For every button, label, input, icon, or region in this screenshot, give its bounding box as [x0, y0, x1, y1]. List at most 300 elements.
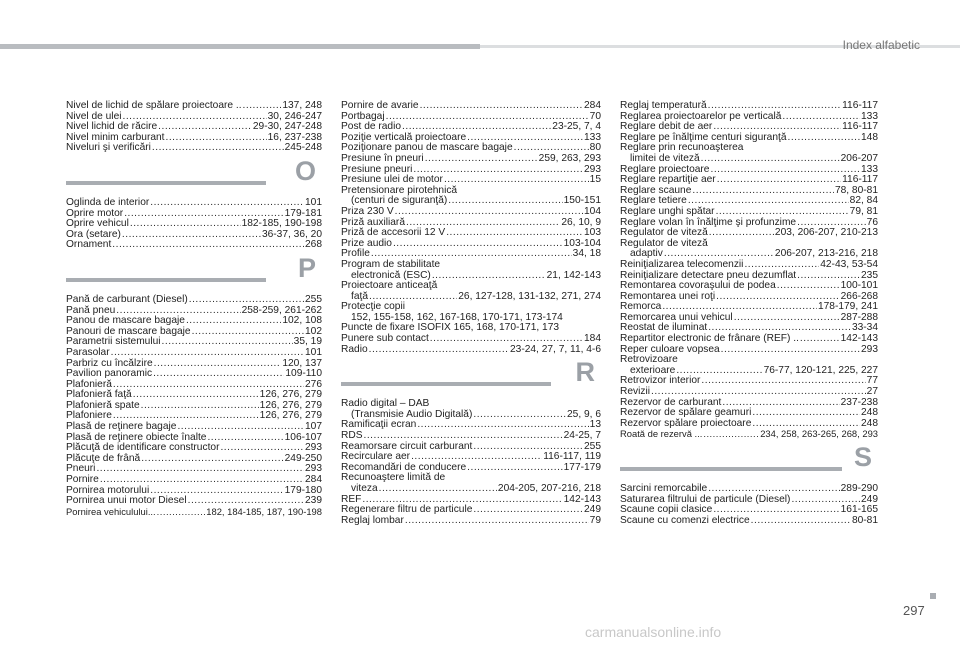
entry-name: Recirculare aer	[341, 451, 411, 463]
index-entry	[341, 302, 601, 323]
entry-pages: 16, 237-238	[267, 131, 322, 143]
entry-pages: 126, 276, 279	[259, 399, 322, 411]
index-entry	[341, 154, 601, 165]
leader-dots	[158, 122, 252, 133]
entry-name: Oglinda de interior	[66, 196, 150, 208]
entry-pages: 142-143	[563, 493, 601, 505]
entry-pages: 26, 127-128, 131-132, 271, 274	[458, 290, 601, 302]
index-entry	[341, 345, 601, 356]
entry-name: Scaune copii clasice	[620, 504, 713, 516]
entry-pages: 34, 18	[572, 248, 601, 260]
entry-pages: 179-181	[284, 207, 322, 219]
entry-name: Presiune în pneuri	[341, 152, 424, 164]
entry-name: Reglare repartiţie aer	[620, 174, 716, 186]
leader-dots	[708, 101, 841, 112]
entry-name: Pornire	[66, 474, 99, 486]
entry-pages: 249	[584, 504, 601, 516]
entry-name: Plasă de reţinere obiecte înalte	[66, 431, 207, 443]
leader-dots	[420, 101, 583, 112]
section-header	[66, 155, 322, 194]
leader-dots	[432, 271, 546, 282]
leader-dots	[710, 165, 860, 176]
leader-dots	[734, 313, 840, 324]
index-column-1	[66, 101, 322, 517]
entry-name: Pană de carburant (Diesel)	[66, 293, 188, 305]
entry-pages: 293	[305, 463, 322, 475]
leader-dots	[112, 240, 304, 251]
entry-pages: 78, 80-81	[834, 184, 878, 196]
entry-name: REF	[341, 493, 362, 505]
entry-name: Pretensionare pirotehnică	[341, 184, 458, 196]
index-entry	[620, 143, 878, 164]
entry-continuation: (Transmisie Audio Digitală)	[351, 408, 473, 420]
entry-pages: 148	[861, 131, 878, 143]
leader-dots	[721, 345, 860, 356]
entry-pages: 249-250	[284, 452, 322, 464]
entry-name: Saturarea filtrului de particule (Diesel)	[620, 493, 791, 505]
entry-pages: 293	[305, 442, 322, 454]
header-rule-left	[0, 44, 480, 49]
entry-name: Rezervor de carburant	[620, 396, 722, 408]
entry-pages: 106-107	[284, 431, 322, 443]
index-entry	[66, 507, 322, 518]
index-entry	[620, 376, 878, 387]
entry-pages: 101	[305, 346, 322, 358]
entry-name: Nivel lichid de răcire	[66, 121, 158, 133]
entry-pages: 79	[589, 514, 601, 526]
entry-name: Puncte de fixare ISOFIX 165, 168, 170-171, 173	[341, 322, 560, 334]
entry-pages: 120, 137	[282, 357, 322, 369]
entry-name: Regenerare filtru de particule	[341, 504, 473, 516]
entry-name: Remontarea covoraşului de podea	[620, 280, 776, 292]
section-rule	[66, 278, 266, 282]
entry-name: Plăcuţă de identificare constructor	[66, 442, 220, 454]
page-number: 297	[903, 603, 925, 618]
entry-pages: 206-207	[840, 152, 878, 164]
entry-name: Pneuri	[66, 463, 96, 475]
entry-pages: 234, 258, 263-265, 268, 293	[760, 428, 878, 440]
entry-continuation: adaptiv	[630, 248, 663, 260]
entry-name: Reamorsare circuit carburant	[341, 440, 473, 452]
entry-name: Radio	[341, 343, 368, 355]
entry-continuation: exterioare	[630, 364, 676, 376]
entry-name: Priza 230 V	[341, 205, 394, 217]
entry-pages: 142-143	[840, 333, 878, 345]
entry-pages: 25, 9, 6	[567, 408, 601, 420]
entry-pages: 100-101	[840, 280, 878, 292]
entry-name: Protecţie copii	[341, 301, 405, 313]
entry-pages: 182-185, 190-198	[241, 218, 322, 230]
section-header	[341, 357, 601, 395]
entry-name: Poziţie verticală proiectoare	[341, 131, 467, 143]
entry-pages: 287-288	[840, 311, 878, 323]
entry-name: Reglaj temperatură	[620, 100, 707, 111]
entry-name: Punere sub contact	[341, 333, 429, 345]
entry-name: Pornirea motorului	[66, 484, 150, 496]
entry-pages: 204-205, 207-216, 218	[497, 483, 601, 494]
watermark: carmanualsonline.info	[585, 624, 722, 640]
entry-pages: 178-179, 241	[817, 301, 878, 313]
index-entry	[341, 516, 601, 527]
leader-dots	[701, 376, 865, 387]
entry-pages: 70	[589, 110, 601, 122]
entry-name: Plafonieră spate	[66, 399, 140, 411]
index-entry	[66, 454, 322, 465]
index-entry	[341, 207, 601, 218]
entry-pages: 35, 19	[293, 336, 322, 348]
leader-dots	[192, 327, 304, 338]
leader-dots	[152, 143, 284, 154]
index-entry	[66, 143, 322, 154]
entry-pages: 150-151	[563, 195, 601, 207]
entry-pages: 15	[589, 174, 601, 186]
entry-pages: 293	[584, 163, 601, 175]
section-letter: O	[294, 155, 316, 186]
index-entry	[620, 355, 878, 376]
entry-name: Pornirea unui motor Diesel	[66, 495, 187, 507]
entry-name: Reglaj lombar	[341, 514, 404, 526]
entry-pages: 79, 81	[849, 205, 878, 217]
entry-pages: 133	[584, 131, 601, 143]
entry-name: Panou de mascare bagaje	[66, 315, 185, 327]
entry-name: Reglare scaune	[620, 184, 692, 196]
entry-name: Oprire motor	[66, 207, 124, 219]
entry-name: Ora (setare)	[66, 228, 121, 240]
entry-pages: 179-180	[284, 484, 322, 496]
index-entry	[620, 484, 878, 495]
entry-name: Reglare volan în înălţime şi profunzime	[620, 216, 797, 228]
leader-dots	[777, 281, 840, 292]
leader-dots	[716, 207, 849, 218]
leader-dots	[395, 207, 583, 218]
entry-pages: 76	[866, 216, 878, 228]
leader-dots	[130, 219, 241, 230]
entry-pages: 103	[584, 227, 601, 239]
leader-dots	[186, 316, 281, 327]
index-entry	[620, 516, 878, 527]
entry-name: Pană pneu	[66, 304, 116, 316]
entry-name: Reglare unghi spătar	[620, 205, 715, 217]
entry-pages: 33-34	[851, 322, 878, 334]
entry-pages: 109-110	[285, 368, 322, 380]
index-entry	[620, 207, 878, 218]
entry-pages: 13	[589, 419, 601, 431]
entry-name: Reostat de iluminat	[620, 322, 708, 334]
index-entry	[620, 429, 878, 440]
entry-pages: 235	[861, 269, 878, 281]
entry-pages: 36-37, 36, 20	[261, 228, 322, 240]
entry-pages: 133	[861, 163, 878, 175]
leader-dots	[154, 359, 282, 370]
section-rule	[620, 467, 842, 471]
entry-pages: 104	[584, 205, 601, 217]
entry-pages: 268	[305, 239, 322, 251]
entry-pages: 289-290	[840, 483, 878, 494]
entry-name: Reglare debit de aer	[620, 121, 713, 133]
entry-pages: 23-24, 27, 7, 11, 4-6	[510, 343, 601, 355]
leader-dots	[425, 154, 538, 165]
entry-name: Reglare pe înălţime centuri siguranţă	[620, 131, 787, 143]
entry-name: Revizii	[620, 386, 651, 398]
page-marker-square	[930, 593, 936, 599]
entry-name: Presiune pneuri	[341, 163, 413, 175]
entry-pages: 276	[305, 378, 322, 390]
entry-name: Pavilion panoramic	[66, 368, 153, 380]
entry-name: Parbriz cu încălzire	[66, 357, 153, 369]
leader-dots	[703, 429, 759, 440]
index-entry	[341, 281, 601, 302]
leader-dots	[467, 463, 562, 474]
entry-name: Reglarea proiectoarelor pe verticală	[620, 110, 782, 122]
entry-name: Radio digital – DAB	[341, 398, 430, 410]
leader-dots	[473, 410, 566, 421]
leader-dots	[788, 133, 861, 144]
index-entry	[66, 198, 322, 209]
entry-pages: 137, 248	[282, 100, 322, 111]
leader-dots	[473, 505, 583, 516]
leader-dots	[393, 239, 563, 250]
index-entry	[341, 186, 601, 207]
entry-name: Reglare tetiere	[620, 195, 687, 207]
index-entry	[341, 473, 601, 494]
entry-pages: 203, 206-207, 210-213	[774, 227, 878, 239]
entry-pages: 80	[589, 142, 601, 154]
entry-name: Priză auxiliară	[341, 216, 405, 228]
entry-name: Ornament	[66, 239, 112, 251]
entry-name: Retrovizoare	[620, 354, 678, 366]
entry-pages: 116-117	[842, 100, 878, 111]
entry-pages: 249	[861, 493, 878, 505]
entry-name: Oprire vehicul	[66, 218, 129, 230]
index-entry	[341, 420, 601, 431]
leader-dots	[141, 401, 259, 412]
entry-pages: 116-117, 119	[543, 451, 601, 463]
leader-dots	[189, 295, 304, 306]
index-column-3	[620, 101, 878, 526]
entry-continuation: (centuri de siguranţă)	[351, 195, 448, 207]
leader-dots	[162, 337, 293, 348]
entry-pages: 126, 276, 279	[259, 389, 322, 401]
entry-name: Nivel de ulei	[66, 110, 122, 122]
entry-name: Plăcuţe de frână	[66, 452, 141, 464]
entry-pages: 30, 246-247	[267, 110, 322, 122]
index-entry	[66, 295, 322, 306]
leader-dots	[708, 484, 839, 495]
entry-name: Reper culoare vopsea	[620, 343, 720, 355]
entry-pages: 42-43, 53-54	[820, 258, 878, 270]
entry-pages: 255	[305, 293, 322, 305]
running-header-title: Index alfabetic	[842, 38, 920, 52]
entry-name: Reglare prin recunoaşterea	[620, 142, 744, 154]
entry-pages: 76-77, 120-121, 225, 227	[763, 364, 878, 376]
index-entry	[341, 239, 601, 250]
entry-pages: 133	[861, 110, 878, 122]
entry-pages: 103-104	[563, 237, 601, 249]
entry-pages: 24-25, 7	[563, 430, 601, 442]
entry-pages: 184	[584, 333, 601, 345]
entry-pages: 245-248	[284, 142, 322, 154]
entry-continuation: electronică (ESC)	[351, 269, 431, 281]
index-entry	[66, 464, 322, 475]
leader-dots	[717, 175, 841, 186]
entry-pages: 80-81	[851, 514, 878, 526]
entry-pages: 293	[861, 343, 878, 355]
entry-name: Regulator de viteză	[620, 227, 708, 239]
entry-name: Poziţionare panou de mascare bagaje	[341, 142, 513, 154]
entry-pages: 284	[584, 100, 601, 111]
index-entry	[620, 239, 878, 260]
entry-pages: 259, 263, 293	[538, 152, 601, 164]
entry-name: Ramificaţii ecran	[341, 419, 417, 431]
index-entry	[66, 240, 322, 251]
leader-dots	[448, 196, 562, 207]
entry-name: Panouri de mascare bagaje	[66, 325, 191, 337]
entry-pages: 239	[305, 495, 322, 507]
entry-pages: 29-30, 247-248	[252, 121, 322, 133]
entry-name: Plafonieră faţă	[66, 389, 132, 401]
entry-pages: 77	[866, 375, 878, 387]
entry-continuation: faţă	[351, 290, 368, 302]
entry-pages: 161-165	[840, 504, 878, 516]
leader-dots	[122, 230, 261, 241]
entry-name: Regulator de viteză	[620, 237, 708, 249]
section-letter: P	[297, 252, 316, 283]
entry-name: Rezervor spălare proiectoare	[620, 417, 752, 429]
entry-name: RDS	[341, 430, 363, 442]
entry-name: Recunoaştere limită de	[341, 472, 446, 484]
leader-dots	[800, 334, 840, 345]
entry-pages: 21, 142-143	[546, 269, 601, 281]
entry-name: Remorca	[620, 301, 662, 313]
entry-pages: 102	[305, 325, 322, 337]
entry-pages: 27	[866, 386, 878, 398]
entry-pages: 258-259, 261-262	[241, 304, 322, 316]
entry-name: Niveluri şi verificări	[66, 142, 151, 154]
index-entry	[341, 101, 601, 112]
leader-dots	[692, 186, 834, 197]
leader-dots	[153, 369, 284, 380]
entry-name: Reiniţializare detectare pneu dezumflat	[620, 269, 797, 281]
leader-dots	[417, 420, 588, 431]
entry-pages: 182, 184-185, 187, 190-198	[206, 505, 322, 517]
entry-pages: 266-268	[840, 290, 878, 302]
index-entry	[66, 348, 322, 359]
entry-continuation: viteza	[351, 483, 378, 494]
entry-name: Proiectoare anticeaţă	[341, 280, 438, 292]
entry-name: Remorcarea unui vehicul	[620, 311, 733, 323]
entry-pages: 26, 10, 9	[561, 216, 601, 228]
entry-name: Retrovizor interior	[620, 375, 701, 387]
index-entry	[341, 399, 601, 420]
section-rule	[66, 181, 266, 185]
leader-dots	[141, 454, 283, 465]
entry-name: Post de radio	[341, 121, 402, 133]
leader-dots	[369, 345, 509, 356]
entry-name: Prize audio	[341, 237, 392, 249]
leader-dots	[150, 198, 304, 209]
entry-name: Pornirea vehiculului...	[66, 505, 156, 517]
section-letter: S	[853, 442, 872, 472]
entry-name: Presiune ulei de motor	[341, 174, 443, 186]
index-entry	[620, 101, 878, 112]
entry-pages: 177-179	[563, 461, 601, 473]
leader-dots	[111, 348, 304, 359]
leader-dots	[701, 154, 840, 165]
entry-pages: 116-117	[842, 174, 878, 186]
entry-pages: 284	[305, 474, 322, 486]
entry-pages: 237-238	[840, 396, 878, 408]
section-header	[620, 442, 878, 480]
leader-dots	[379, 484, 497, 495]
leader-dots	[709, 228, 774, 239]
leader-dots	[405, 516, 589, 527]
section-header	[66, 252, 322, 291]
entry-name: Plafonieră	[66, 378, 112, 390]
entry-continuation: limitei de viteză	[630, 152, 700, 164]
entry-name: Nivel de lichid de spălare proiectoare ..	[66, 100, 242, 111]
entry-name: Plasă de reţinere bagaje	[66, 421, 177, 433]
leader-dots	[444, 175, 589, 186]
leader-dots	[166, 133, 267, 144]
index-entry	[341, 260, 601, 281]
entry-name: Profile	[341, 248, 370, 260]
entry-pages: 82, 84	[849, 195, 878, 207]
leader-dots	[744, 260, 819, 271]
entry-name: Reglare proiectoare	[620, 163, 710, 175]
section-rule	[341, 382, 551, 386]
entry-name: Plafoniere	[66, 410, 112, 422]
entry-pages: 101	[305, 196, 322, 208]
entry-name: Nivel minim carburant	[66, 131, 165, 143]
section-letter: R	[575, 357, 595, 388]
leader-dots	[243, 101, 282, 112]
entry-name: Parasolar	[66, 346, 110, 358]
entry-name: Priză de accesorii 12 V	[341, 227, 446, 239]
index-entry	[620, 260, 878, 271]
index-entry	[66, 101, 322, 112]
entry-pages: 248	[861, 407, 878, 419]
leader-dots	[752, 408, 860, 419]
leader-dots	[446, 228, 583, 239]
index-column-2	[341, 101, 601, 526]
entry-pages: 102, 108	[282, 315, 322, 327]
entry-pages: 206-207, 213-216, 218	[774, 248, 878, 260]
entry-name: Roată de rezervă ...	[620, 428, 703, 440]
entry-name: Parametrii sistemului	[66, 336, 161, 348]
entry-name: Sarcini remorcabile	[620, 483, 708, 494]
entry-pages: 248	[861, 417, 878, 429]
entry-pages: 23-25, 7, 4	[552, 121, 601, 133]
entry-pages: 255	[584, 440, 601, 452]
entry-name: Pornire de avarie	[341, 100, 419, 111]
entry-name: Scaune cu comenzi electrice	[620, 514, 750, 526]
entry-name: Repartitor electronic de frânare (REF) ..	[620, 333, 799, 345]
entry-name: Rezervor de spălare geamuri	[620, 407, 752, 419]
entry-continuation: 152, 155-158, 162, 167-168, 170-171, 173-174	[351, 311, 563, 323]
leader-dots	[96, 464, 304, 475]
entry-name: Reiniţializarea telecomenzii	[620, 258, 744, 270]
entry-pages: 126, 276, 279	[259, 410, 322, 422]
entry-name: Remontarea unei roţi	[620, 290, 716, 302]
entry-pages: 116-117	[842, 121, 878, 133]
leader-dots	[157, 507, 206, 518]
entry-name: Portbagaj	[341, 110, 385, 122]
entry-name: Recomandări de conducere	[341, 461, 467, 473]
leader-dots	[133, 390, 259, 401]
leader-dots	[751, 516, 851, 527]
entry-name: Program de stabilitate	[341, 258, 441, 270]
entry-pages: 107	[305, 421, 322, 433]
